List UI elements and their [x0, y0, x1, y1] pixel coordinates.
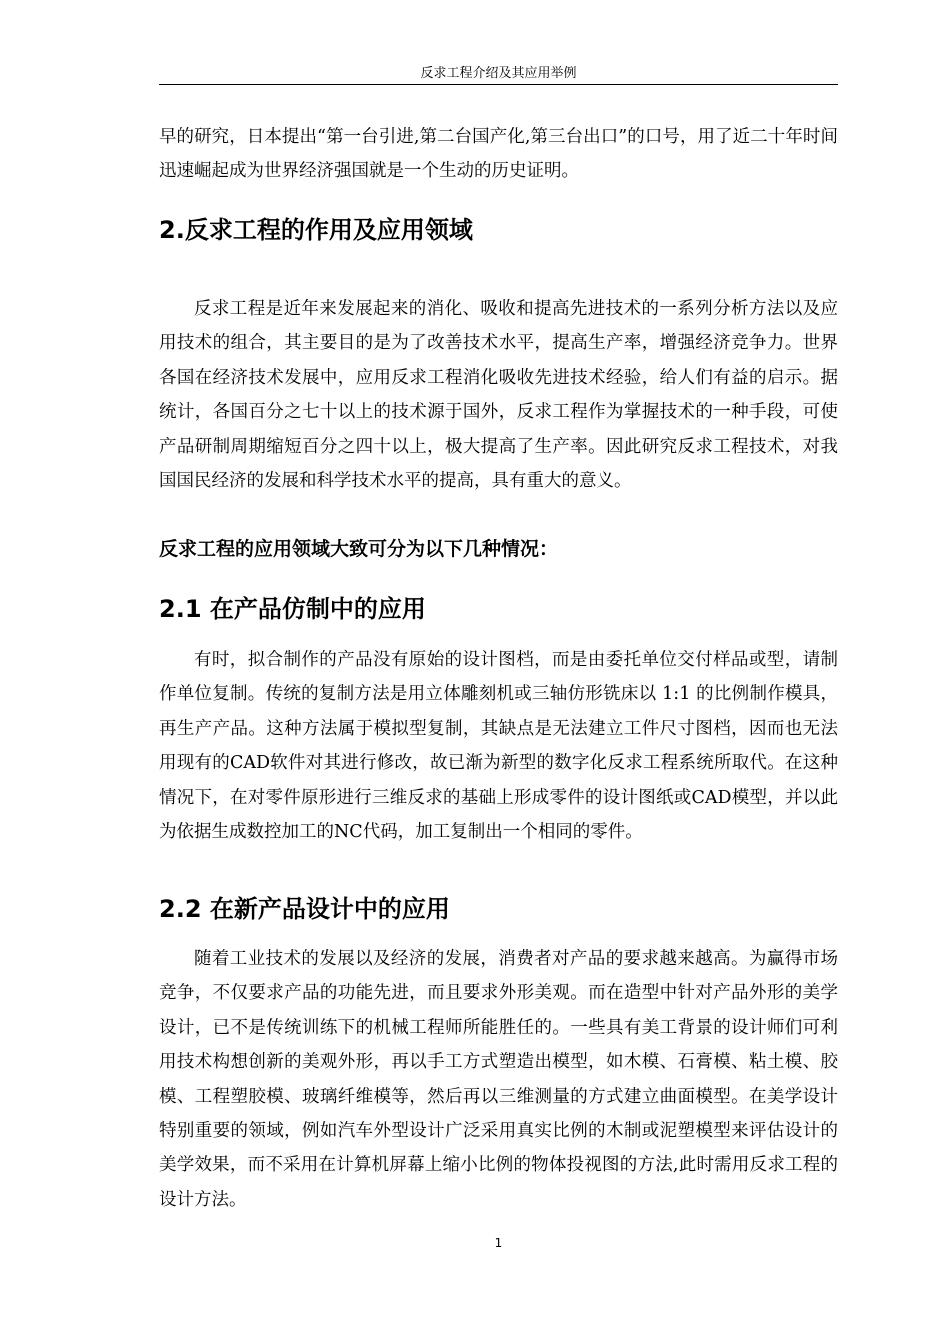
section-2-1-heading: 2.1 在产品仿制中的应用: [159, 595, 426, 623]
section-2-subheading-block: [159, 536, 838, 562]
section-2-paragraph: 反求工程是近年来发展起来的消化、吸收和提高先进技术的一系列分析方法以及应用技术的组合，其主要目的是为了改善技术水平，提高生产率，增强经济竞争力。世界各国在经济技术发展中，应用反求工程消化吸收先进技术经验，给人们有益的启示。据统计，各国百分之七十以上的技术源于国外，反求工程作为掌握技术的一种手段，可使产品研制周期缩短百分之四十以上，极大提高了生产率。因此研究反求工程技术，对我国国民经济的发展和科学技术水平的提高，具有重大的意义。: [159, 299, 838, 492]
section-2-heading: 2.反求工程的作用及应用领域: [159, 216, 473, 244]
section-2-subheading: 反求工程的应用领域大致可分为以下几种情况：: [159, 538, 559, 560]
section-2-heading-block: [159, 215, 838, 245]
section-2-2-heading-block: [159, 894, 838, 924]
section-2-2-paragraph-block: [159, 942, 838, 1217]
section-2-1-paragraph: 有时，拟合制作的产品没有原始的设计图档，而是由委托单位交付样品或型，请制作单位复制。传统的复制方法是用立体雕刻机或三轴仿形铣床以 1:1 的比例制作模具，再生产产品。这种方法属于模拟型复制，其缺点是无法建立工件尺寸图档，因而也无法用现有的CAD软件对其进行修改，故已渐为新型的数字化反求工程系统所取代。在这种情况下，在对零件原形进行三维反求的基础上形成零件的设计图纸或CAD模型，并以此为依据生成数控加工的NC代码，加工复制出一个相同的零件。: [159, 650, 838, 843]
header-rule: [159, 84, 838, 85]
page-number: 1: [494, 1236, 503, 1250]
section-2-2-heading: 2.2 在新产品设计中的应用: [159, 895, 450, 923]
section-2-2-paragraph: 随着工业技术的发展以及经济的发展，消费者对产品的要求越来越高。为赢得市场竞争，不仅要求产品的功能先进，而且要求外形美观。而在造型中针对产品外形的美学设计，已不是传统训练下的机械工程师所能胜任的。一些具有美工背景的设计师们可利用技术构想创新的美观外形，再以手工方式塑造出模型，如木模、石膏模、粘土模、胶模、工程塑胶模、玻璃纤维模等，然后再以三维测量的方式建立曲面模型。在美学设计特别重要的领域，例如汽车外型设计广泛采用真实比例的木制或泥塑模型来评估设计的美学效果，而不采用在计算机屏幕上缩小比例的物体投视图的方法,此时需用反求工程的设计方法。: [159, 949, 838, 1210]
intro-paragraph: 早的研究，日本提出“第一台引进,第二台国产化,第三台出口”的口号，用了近二十年时间迅速崛起成为世界经济强国就是一个生动的历史证明。: [159, 127, 838, 182]
section-2-1-heading-block: [159, 594, 838, 624]
section-2-1-paragraph-block: [159, 643, 838, 849]
running-header: 反求工程介绍及其应用举例: [420, 66, 577, 81]
section-2-paragraph-block: [159, 292, 838, 498]
intro-paragraph-block: [159, 120, 838, 189]
